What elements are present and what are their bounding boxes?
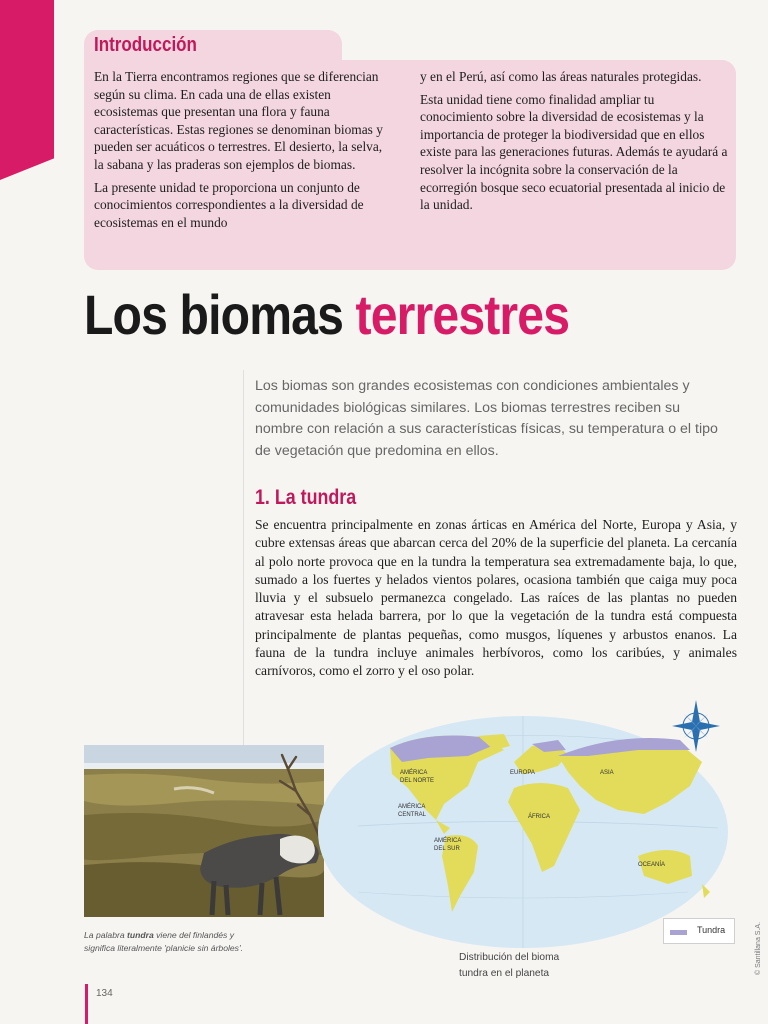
map-label: AMÉRICA [400, 770, 428, 776]
lead-paragraph: Los biomas son grandes ecosistemas con condiciones ambientales y comunidades biológicas similares. Los biomas terrestres reciben su nombre con relación a sus características físicas, su temperatura o el tipo de vegetación que predomina en ellos. [255, 378, 718, 459]
svg-text:OCEANÍA [638, 861, 665, 868]
copyright: © Santillana S.A. [755, 921, 762, 975]
map-label: ÁFRICA [528, 814, 551, 820]
column-divider [243, 370, 244, 750]
caribou-photo [84, 745, 324, 917]
map-label: DEL SUR [434, 846, 460, 852]
intro-paragraph: La presente unidad te proporciona un conjunto de conocimientos correspondientes a la diversidad de ecosistemas en el mundo [94, 179, 364, 230]
intro-left-column [94, 68, 394, 236]
page-title [84, 282, 569, 347]
intro-paragraph: y en el Perú, así como las áreas naturales protegidas. [420, 69, 702, 84]
map-label: CENTRAL [398, 812, 427, 818]
tundra-swatch [670, 930, 687, 935]
page-number-bar [85, 984, 88, 1024]
map-label: AMÉRICA [434, 838, 462, 844]
svg-text:DEL NORTE [400, 778, 434, 784]
map-label: AMÉRICA [398, 804, 426, 810]
map-label: OCEANÍA [638, 862, 666, 868]
svg-text:ÁFRICA [528, 813, 550, 820]
compass-rose-icon [672, 696, 720, 754]
title-part-2: terrestres [355, 283, 570, 346]
section-body: Se encuentra principalmente en zonas árticas en América del Norte, Europa y Asia, y cubre extensas áreas que abarcan cerca del 20% de la superficie del planeta. La cercanía al polo norte provoca que en la tundra la temperatura sea extremadamente baja, lo que, sumado a los fuertes y helados vientos polares, ocasiona también que caiga muy poca lluvia y el subsuelo permanezca congelado. Las raíces de las plantas no pueden atravesar esta helada barrera, por lo que la vegetación de la tundra está compuesta principalmente de plantas pequeñas, como musgos, líquenes y arbustos enanos. La fauna de la tundra incluye animales herbívoros, como los caribúes, y animales carnívoros, como el zorro y el oso polar. [255, 517, 737, 679]
page-number: 134 [96, 988, 113, 999]
map-label: ASIA [600, 770, 614, 776]
intro-right-column [420, 68, 728, 219]
intro-title: Introducción [94, 34, 197, 56]
svg-text:AMÉRICA [400, 769, 427, 776]
section-heading: 1. La tundra [255, 486, 357, 509]
map-label: DEL NORTE [400, 778, 435, 784]
intro-paragraph: En la Tierra encontramos regiones que se diferencian según su clima. En cada una de ellas existen ecosistemas que presentan una flora y fauna características. Estas regiones se denominan biomas y pueden ser acuáticos o terrestres. El desierto, la selva, la sabana y las praderas son ejemplos de biomas. [94, 69, 383, 172]
svg-text:DEL SUR [434, 846, 460, 852]
caption-bold-term: tundra [127, 930, 154, 940]
photo-caption [84, 929, 244, 954]
intro-paragraph: Esta unidad tiene como finalidad ampliar tu conocimiento sobre la diversidad de ecosistemas y la importancia de proteger la biodiversidad que en ellos existe para las generaciones futuras. Además te ayudará a resolver la incógnita sobre la conservación de la ecorregión bosque seco ecuatorial presentada al inicio de la unidad. [420, 91, 728, 213]
map-legend [663, 918, 735, 944]
caption-text: La palabra [84, 930, 128, 940]
title-part-1: Los biomas [84, 283, 344, 346]
svg-text:CENTRAL [398, 812, 427, 818]
page-corner-tab [0, 0, 54, 180]
legend-label: Tundra [697, 925, 726, 935]
map-caption: Distribución del bioma tundra en el planeta [459, 952, 560, 979]
caption-text: viene del finlandés y significa literalmente 'planicie sin árboles'. [84, 930, 244, 953]
svg-text:AMÉRICA [398, 803, 425, 810]
svg-text:EUROPA [510, 770, 535, 776]
map-label: EUROPA [510, 770, 535, 776]
svg-text:AMÉRICA [434, 837, 461, 844]
svg-text:ASIA [600, 770, 614, 776]
